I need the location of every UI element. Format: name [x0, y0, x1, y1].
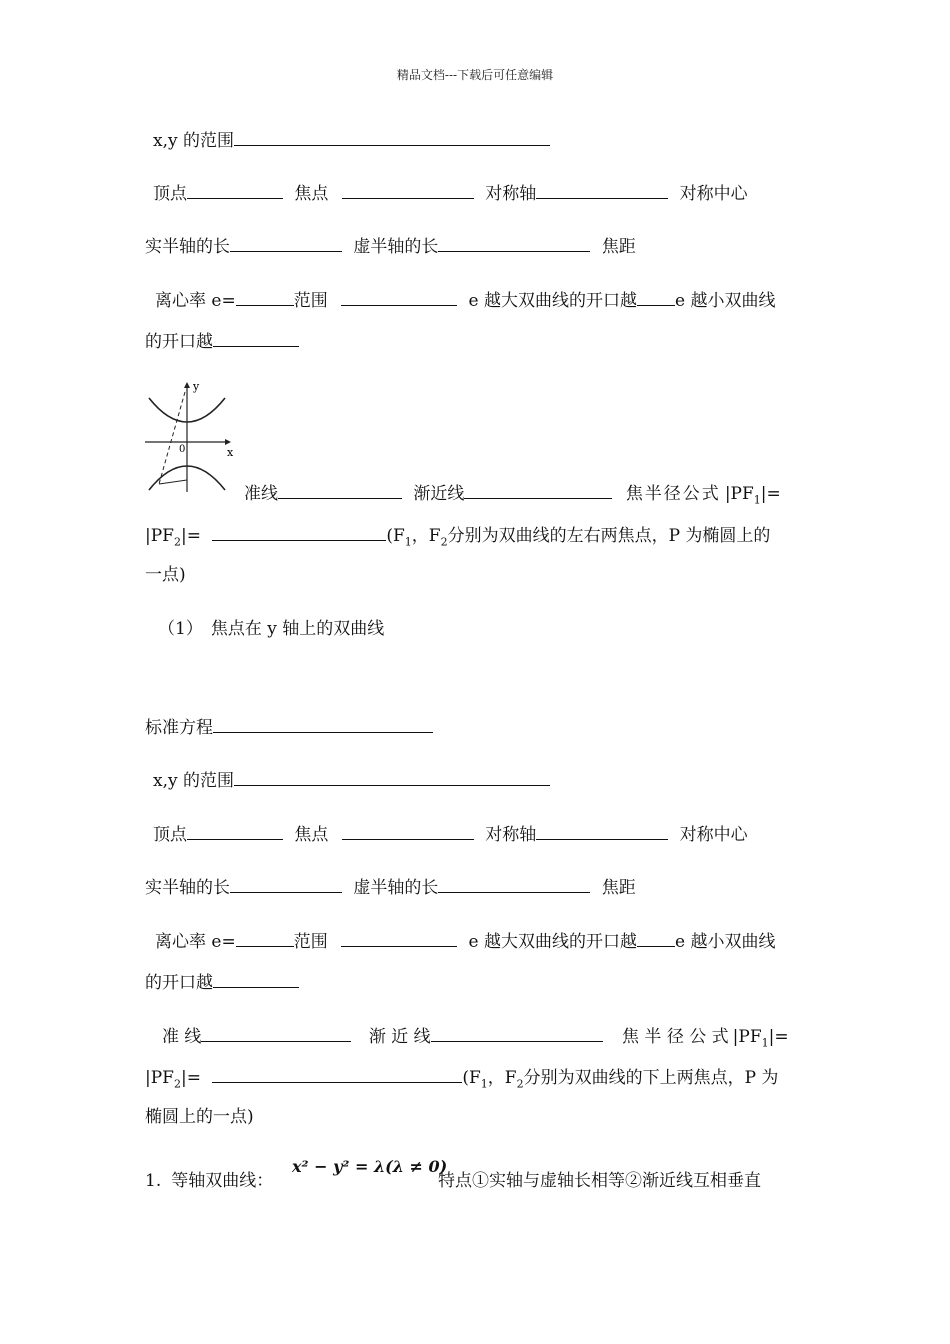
note-tail: 分别为双曲线的下上两焦点，P 为: [523, 1068, 779, 1088]
ecc-label: 离心率 e=: [155, 291, 236, 311]
hyperbola-graph: [143, 380, 235, 496]
xy-range-label: x,y 的范围: [153, 771, 234, 791]
blank[interactable]: [438, 875, 590, 893]
note-tail: 分别为双曲线的左右两焦点，P 为椭圆上的: [447, 526, 771, 546]
blank[interactable]: [213, 715, 433, 733]
sub-2: 2: [173, 535, 181, 549]
blank[interactable]: [201, 1024, 351, 1042]
pf2-line: [145, 523, 770, 547]
blank[interactable]: [278, 481, 402, 499]
blank[interactable]: [212, 523, 386, 541]
pf1-tail: |=: [768, 1027, 789, 1047]
item-1-text: 焦点在 y 轴上的双曲线: [210, 619, 385, 639]
y-axis-label: y: [193, 380, 200, 393]
equiaxial-formula: [292, 1157, 448, 1183]
ecc-label: 离心率 e=: [155, 932, 236, 952]
note-mid: ，F: [411, 526, 441, 546]
blank[interactable]: [213, 970, 299, 988]
item-2: [145, 1170, 273, 1192]
real-axis-label: 实半轴的长: [145, 878, 230, 898]
xy-range-line: [153, 128, 550, 152]
blank[interactable]: [230, 234, 342, 252]
asymptote-label: 渐 近 线: [368, 1027, 431, 1047]
blank[interactable]: [236, 929, 294, 947]
range-label: 范围: [293, 932, 328, 952]
center-label: 对称中心: [679, 825, 748, 845]
blank[interactable]: [637, 288, 675, 306]
e-big-label: e 越大双曲线的开口越: [468, 291, 637, 311]
sub-1: 1: [404, 535, 412, 549]
pf2-label: |PF: [145, 1068, 174, 1088]
origin-label: 0: [179, 444, 186, 455]
focal-label: 焦距: [601, 878, 636, 898]
note-end: 椭圆上的一点): [145, 1107, 254, 1127]
radius-label: 焦半径公式: [625, 484, 721, 504]
std-label: 标准方程: [145, 718, 213, 738]
blank[interactable]: [212, 1065, 462, 1083]
blank[interactable]: [213, 329, 299, 347]
item-1-number: （1）: [158, 619, 203, 639]
blank[interactable]: [341, 288, 457, 306]
pf1-label: |PF: [724, 484, 754, 504]
blank[interactable]: [536, 181, 668, 199]
eccentricity-line: [155, 929, 775, 953]
axis-label: 对称轴: [485, 825, 537, 845]
axis-length-line: [145, 234, 636, 258]
focal-label: 焦距: [601, 237, 636, 257]
axis-label: 对称轴: [485, 184, 537, 204]
note-label: (F: [462, 1068, 481, 1088]
directrix-label: 准 线: [162, 1027, 202, 1047]
vertex-line: [153, 822, 748, 846]
page-header: 精品文档---下载后可任意编辑: [396, 68, 554, 82]
focus-label: 焦点: [294, 825, 329, 845]
item-2-number: 1.: [145, 1171, 162, 1191]
blank[interactable]: [341, 929, 457, 947]
std-equation-line: [145, 715, 433, 739]
imag-axis-label: 虚半轴的长: [353, 237, 439, 257]
blank[interactable]: [438, 234, 590, 252]
radius-label: 焦 半 径 公 式: [622, 1027, 729, 1047]
pf2-tail: |=: [180, 526, 201, 546]
e-small-label: e 越小双曲线: [675, 291, 776, 311]
blank[interactable]: [187, 822, 283, 840]
blank[interactable]: [230, 875, 342, 893]
sub-2: 2: [440, 535, 448, 549]
open-line: [145, 329, 299, 353]
directrix-label: 准线: [244, 484, 278, 504]
blank[interactable]: [236, 288, 294, 306]
pf2-label: |PF: [145, 526, 174, 546]
e-small-label: e 越小双曲线: [675, 932, 776, 952]
center-label: 对称中心: [679, 184, 748, 204]
blank[interactable]: [431, 1024, 603, 1042]
note-mid: ，F: [487, 1068, 517, 1088]
x-axis-label: x: [227, 446, 234, 459]
imag-axis-label: 虚半轴的长: [353, 878, 439, 898]
sub-1: 1: [480, 1077, 488, 1091]
blank[interactable]: [536, 822, 668, 840]
pf2-tail: |=: [180, 1068, 201, 1088]
eccentricity-line: [155, 288, 775, 312]
blank[interactable]: [637, 929, 675, 947]
note-end: 一点): [145, 565, 186, 585]
vertex-line: [153, 181, 748, 205]
y-axis-arrow: [184, 382, 190, 388]
vertex-label: 顶点: [153, 184, 187, 204]
sub-2: 2: [173, 1077, 181, 1091]
note-end-line: [145, 564, 186, 586]
blank[interactable]: [342, 822, 474, 840]
item-2-feature: 特点①实轴与虚轴长相等②渐近线互相垂直: [438, 1171, 761, 1191]
vertex-label: 顶点: [153, 825, 187, 845]
x-axis-arrow: [225, 439, 231, 445]
open-line: [145, 970, 299, 994]
item-2-label: 等轴双曲线：: [171, 1171, 274, 1191]
note-label: (F: [386, 526, 405, 546]
item-1: [158, 618, 384, 640]
blank[interactable]: [234, 128, 550, 146]
blank[interactable]: [234, 768, 550, 786]
blank[interactable]: [464, 481, 612, 499]
xy-range-line: [153, 768, 550, 792]
pf2-line: [145, 1065, 778, 1089]
focal-segment: [159, 480, 187, 484]
sub-2: 2: [516, 1077, 524, 1091]
real-axis-label: 实半轴的长: [145, 237, 230, 257]
asymptote-label: 渐近线: [413, 484, 465, 504]
range-label: 范围: [293, 291, 328, 311]
open-label: 的开口越: [145, 973, 213, 993]
focus-label: 焦点: [294, 184, 329, 204]
item-2-feature-line: [438, 1170, 761, 1192]
directrix-line: [244, 481, 781, 505]
directrix-line: [162, 1024, 789, 1048]
note-end-line: [145, 1106, 254, 1128]
sub-1: 1: [761, 1036, 769, 1050]
axis-length-line: [145, 875, 636, 899]
formula-text: x² − y² = λ(λ ≠ 0): [292, 1157, 448, 1176]
e-big-label: e 越大双曲线的开口越: [468, 932, 637, 952]
xy-range-label: x,y 的范围: [153, 131, 234, 151]
pf1-tail: |=: [760, 484, 781, 504]
blank[interactable]: [187, 181, 283, 199]
pf1-label: |PF: [732, 1027, 762, 1047]
sub-1: 1: [753, 493, 761, 507]
open-label: 的开口越: [145, 332, 213, 352]
blank[interactable]: [342, 181, 474, 199]
